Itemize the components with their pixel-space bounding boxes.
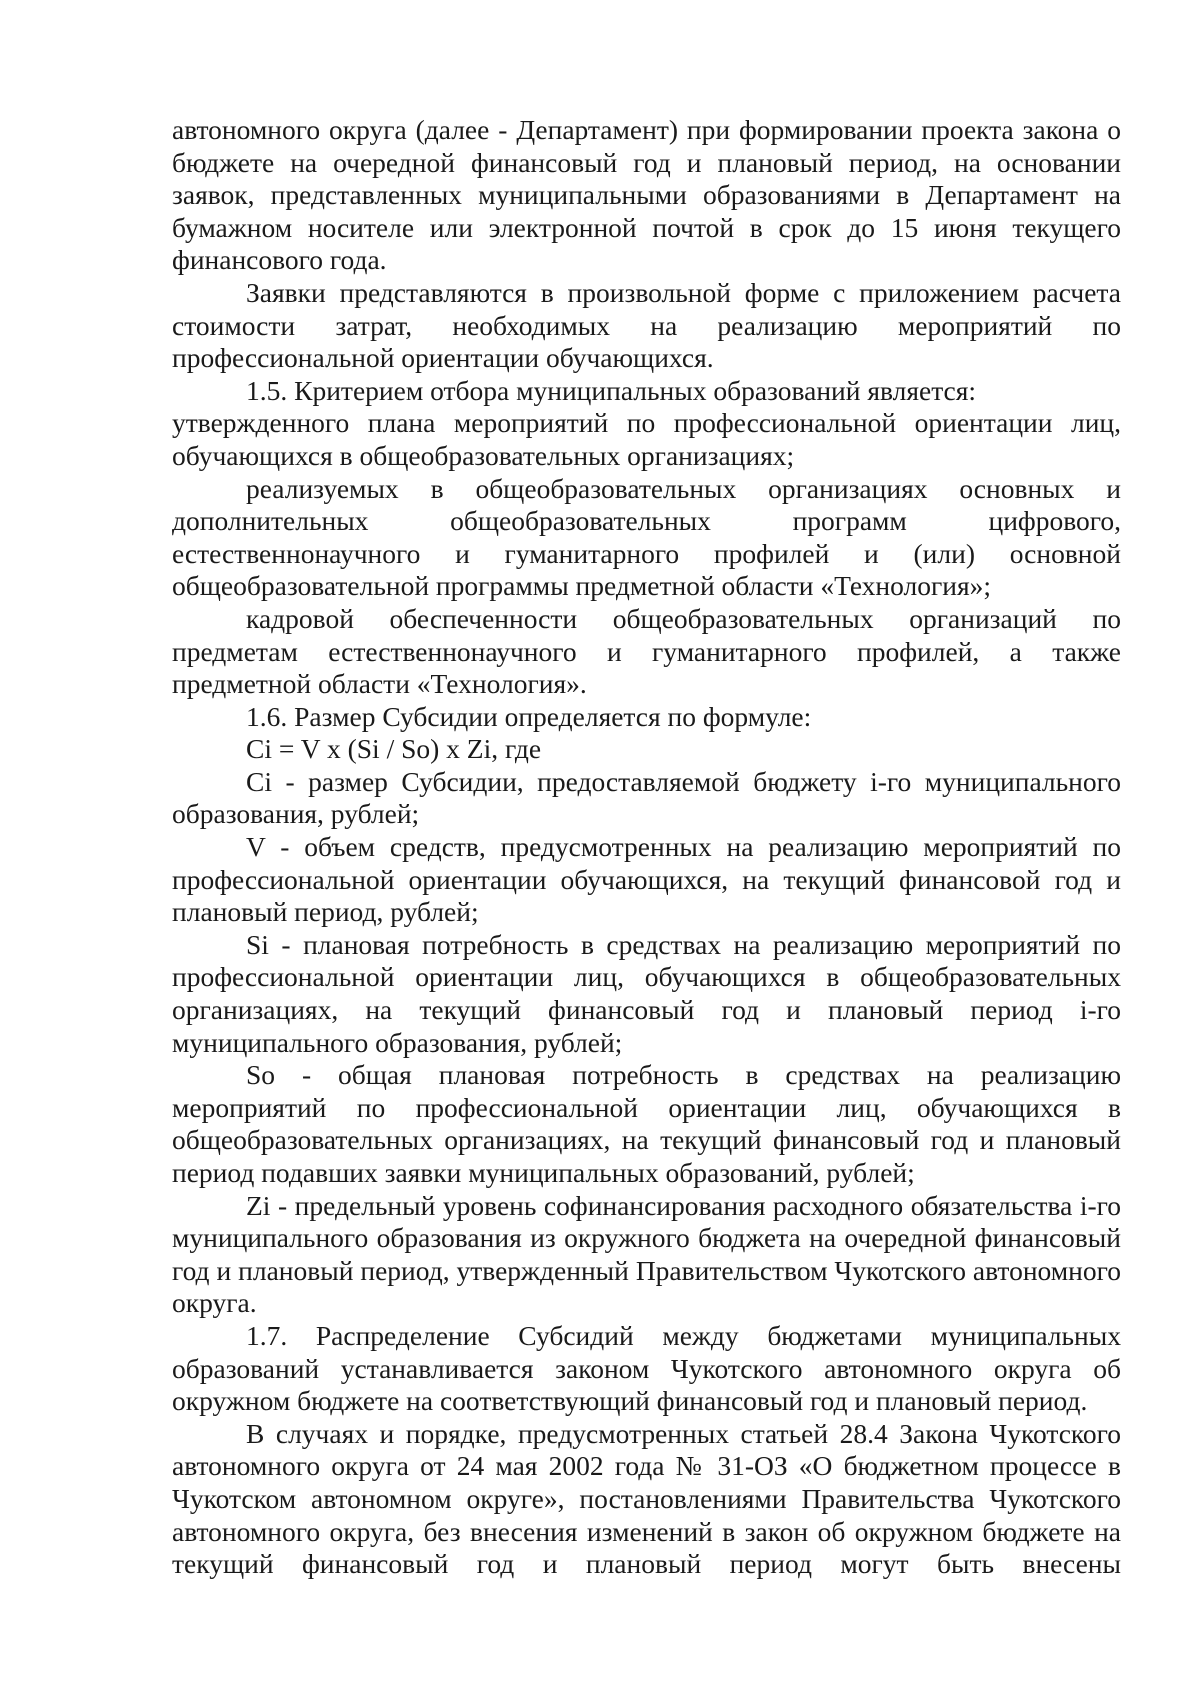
paragraph-si-definition: Si - плановая потребность в средствах на реализацию мероприятий по профессиональной ориентации лиц, обучающихся в общеобразовательных организациях, на текущий финансовый год и плановый период i-го муниципального образования, рублей;: [172, 928, 1121, 1058]
paragraph-ci-definition: Ci - размер Субсидии, предоставляемой бюджету i-го муниципального образования, рублей;: [172, 765, 1121, 830]
paragraph-1-6-subsidy-size: 1.6. Размер Субсидии определяется по формуле:: [246, 700, 812, 732]
document-body: [172, 114, 1121, 1581]
paragraph-staffing: кадровой обеспеченности общеобразовательных организаций по предметам естественнонаучного и гуманитарного профилей, а также предметной области «Технология».: [172, 602, 1121, 700]
paragraph-departament-intro: автономного округа (далее - Департамент) при формировании проекта закона о бюджете на очередной финансовый год и плановый период, на основании заявок, представленных муниципальными образованиями в Департамент на бумажном носителе или электронной почтой в срок до 15 июня текущего финансового года.: [172, 114, 1121, 276]
paragraph-cases-and-order: В случаях и порядке, предусмотренных статьей 28.4 Закона Чукотского автономного округа от 24 мая 2002 года № 31-ОЗ «О бюджетном процессе в Чукотском автономном округе», постановлениями Правительства Чукотского автономного округа, без внесения изменений в закон об окружном бюджете на текущий финансовый год и плановый период могут быть внесены: [172, 1417, 1121, 1580]
paragraph-approved-plan: утвержденного плана мероприятий по профессиональной ориентации лиц, обучающихся в общеобразовательных организациях;: [172, 407, 1121, 471]
paragraph-so-definition: So - общая плановая потребность в средствах на реализацию мероприятий по профессиональной ориентации лиц, обучающихся в общеобразовательных организациях, на текущий финансовый год и плановый период подавших заявки муниципальных образований, рублей;: [172, 1059, 1121, 1188]
paragraph-zi-definition: Zi - предельный уровень софинансирования расходного обязательства i-го муниципального образования из окружного бюджета на очередной финансовый год и плановый период, утвержденный Правительством Чукотского автономного округа.: [172, 1189, 1121, 1319]
paragraph-1-7-distribution: 1.7. Распределение Субсидий между бюджетами муниципальных образований устанавливается законом Чукотского автономного округа об окружном бюджете на соответствующий финансовый год и плановый период.: [172, 1319, 1121, 1417]
paragraph-implemented-programs: реализуемых в общеобразовательных организациях основных и дополнительных общеобразовательных программ цифрового, естественнонаучного и гуманитарного профилей и (или) основной общеобразовательной программы предметной области «Технология»;: [172, 472, 1121, 602]
paragraph-1-5-criterion: 1.5. Критерием отбора муниципальных образований является:: [246, 374, 977, 406]
paragraph-v-definition: V - объем средств, предусмотренных на реализацию мероприятий по профессиональной ориентации обучающихся, на текущий финансовой год и плановый период, рублей;: [172, 831, 1121, 928]
paragraph-applications-form: Заявки представляются в произвольной форме с приложением расчета стоимости затрат, необходимых на реализацию мероприятий по профессиональной ориентации обучающихся.: [172, 276, 1121, 374]
formula-line: Ci = V x (Si / So) x Zi, где: [246, 733, 542, 765]
